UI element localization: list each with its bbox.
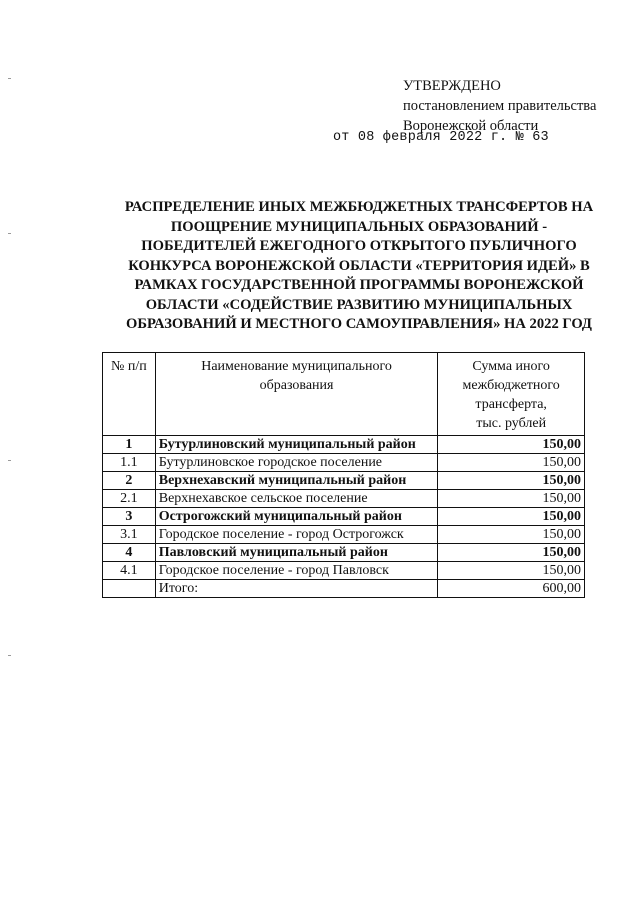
- header-name-line: Наименование муниципального: [201, 359, 392, 374]
- table-row: [103, 526, 585, 544]
- title-line: РАСПРЕДЕЛЕНИЕ ИНЫХ МЕЖБЮДЖЕТНЫХ ТРАНСФЕРТОВ НА: [124, 199, 594, 215]
- title-line: ОБЛАСТИ «СОДЕЙСТВИЕ РАЗВИТИЮ МУНИЦИПАЛЬНЫХ: [145, 296, 573, 313]
- document-title: [100, 198, 618, 335]
- row-sum: 150,00: [438, 436, 585, 454]
- row-num: 3.1: [103, 526, 156, 544]
- title-line: КОНКУРСА ВОРОНЕЖСКОЙ ОБЛАСТИ «ТЕРРИТОРИЯ ИДЕЙ» В: [128, 257, 590, 274]
- table-row: [103, 490, 585, 508]
- row-name: Городское поселение - город Острогожск: [155, 526, 438, 544]
- table-row: [103, 544, 585, 562]
- row-num: 4: [103, 544, 156, 562]
- scan-artifact: [8, 460, 11, 461]
- row-name: Городское поселение - город Павловск: [155, 562, 438, 580]
- row-num: 4.1: [103, 562, 156, 580]
- header-sum-line: Сумма иного: [472, 359, 550, 374]
- table-header-row: [103, 353, 585, 436]
- table-row: [103, 562, 585, 580]
- row-name: Верхнехавское сельское поселение: [155, 490, 438, 508]
- row-name: Острогожский муниципальный район: [155, 508, 438, 526]
- table-total-row: [103, 580, 585, 598]
- table-row: [103, 436, 585, 454]
- table-row: [103, 508, 585, 526]
- scan-artifact: [8, 233, 11, 234]
- approval-block: [403, 76, 596, 136]
- row-sum: 150,00: [438, 472, 585, 490]
- approval-region: Воронежской области: [403, 118, 539, 134]
- decree-date-number: от 08 февраля 2022 г. № 63: [333, 130, 549, 145]
- header-sum-line: межбюджетного: [462, 378, 560, 393]
- row-name: Бутурлиновское городское поселение: [155, 454, 438, 472]
- title-line: ПОБЕДИТЕЛЕЙ ЕЖЕГОДНОГО ОТКРЫТОГО ПУБЛИЧНОГО: [141, 238, 577, 254]
- row-sum: 150,00: [438, 454, 585, 472]
- header-sum: [438, 353, 585, 436]
- approval-authority: постановлением правительства: [403, 98, 597, 114]
- header-sum-line: тыс. рублей: [476, 416, 547, 431]
- table-row: [103, 472, 585, 490]
- row-sum: 150,00: [438, 544, 585, 562]
- header-name: [155, 353, 438, 436]
- row-sum: 150,00: [438, 490, 585, 508]
- row-sum: 150,00: [438, 526, 585, 544]
- row-num: 1: [103, 436, 156, 454]
- row-name: Верхнехавский муниципальный район: [155, 472, 438, 490]
- scan-artifact: [8, 655, 11, 656]
- approval-label: УТВЕРЖДЕНО: [403, 78, 501, 94]
- row-num: 3: [103, 508, 156, 526]
- transfers-table: [102, 352, 585, 598]
- header-num: № п/п: [103, 353, 156, 436]
- total-label: Итого:: [155, 580, 438, 598]
- total-sum: 600,00: [438, 580, 585, 598]
- row-num: 2.1: [103, 490, 156, 508]
- table-row: [103, 454, 585, 472]
- title-line: РАМКАХ ГОСУДАРСТВЕННОЙ ПРОГРАММЫ ВОРОНЕЖСКОЙ: [134, 277, 584, 293]
- row-num: 1.1: [103, 454, 156, 472]
- total-num: [103, 580, 156, 598]
- row-name: Павловский муниципальный район: [155, 544, 438, 562]
- row-sum: 150,00: [438, 508, 585, 526]
- header-sum-line: трансферта,: [475, 397, 547, 412]
- title-line: ПООЩРЕНИЕ МУНИЦИПАЛЬНЫХ ОБРАЗОВАНИЙ -: [170, 218, 548, 235]
- row-num: 2: [103, 472, 156, 490]
- row-sum: 150,00: [438, 562, 585, 580]
- header-name-line: образования: [259, 378, 334, 393]
- title-line: ОБРАЗОВАНИЙ И МЕСТНОГО САМОУПРАВЛЕНИЯ» НА 2022 ГОД: [126, 316, 592, 332]
- scan-artifact: [8, 78, 11, 79]
- row-name: Бутурлиновский муниципальный район: [155, 436, 438, 454]
